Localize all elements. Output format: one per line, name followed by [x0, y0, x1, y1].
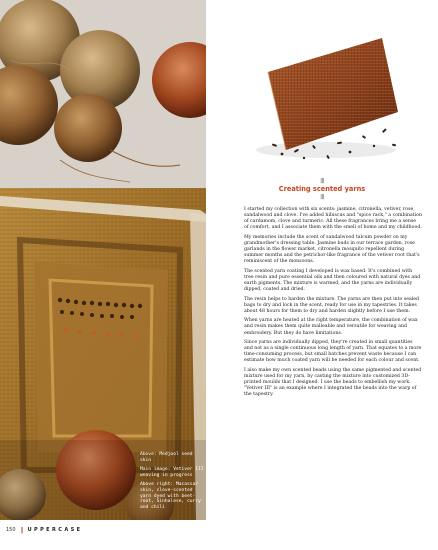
body-paragraph: The scented yarn coating I developed is wax based. It's combined with tree resin and pure essential oils and then coloured with natural dyes and earth pigments. The mixture is warmed, and the yarns are individually dipped, coated and dried. — [244, 268, 421, 293]
page-number: 150 — [6, 527, 16, 533]
yarn-ball — [54, 94, 122, 162]
body-paragraph: When yarns are heated at the right temperature, the combination of wax and resin makes them quite malleable and versatile for weaving and embroidery. But they do have limitations. — [244, 318, 418, 336]
heading-bars-bottom: ||| — [320, 194, 324, 200]
article-body — [244, 207, 422, 402]
body-paragraph: I started my collection with six scents: jasmine, citronella, vetiver, rose, sandalwood and clove. I've added hibiscus and "spice rack," a combination of cardamom, clove and turmeric. All these fragrances bring me a sense of comfort, and I associate them with the smell of home and my childhood. — [244, 207, 422, 231]
photo-caption — [140, 452, 206, 514]
magazine-name: UPPERCASE — [27, 527, 83, 533]
tapestry-photo — [0, 0, 206, 520]
section-title: Creating scented yarns — [278, 185, 366, 193]
body-paragraph: Since yarns are individually dipped, they're created in small quantities and not as a single continuous long length of yarn. That equates to a more time-consuming process, but small batches prevent waste because I can estimate how much coated yarn will be needed for each colour and scent. — [244, 339, 422, 364]
heading-bars-top: ||| — [320, 178, 324, 184]
woven-sample-photo — [242, 32, 410, 168]
body-paragraph: I also make my own scented beads using the same pigmented and scented mixture used for my yarn, by casting the mixture into customized 3D-printed moulds that I designed. I use the beads to embellish my work. "Vetiver III" is an example where I integrated the beads into the warp of the tapestry. — [244, 367, 422, 398]
caption-main: Main image: Vetiver III weaving in progress — [140, 467, 204, 478]
folio — [6, 524, 82, 536]
body-paragraph: The resin helps to harden the mixture. The yarns are then put into sealed bags to dry and lock in the scent, ready for use in my tapestries. It takes about 48 hours for them to dry and harden slightly before I use them. — [244, 296, 420, 314]
body-paragraph: My memories include the scent of sandalwood talcum powder on my grandmother's dressing table. Jasmine buds in our terrace garden, rose garlands in the flower market, citronella mosquito repellent during summer months and the petrichor-like fragrance of the vetiver root that's reminiscent of the monsoons. — [244, 234, 420, 265]
section-heading — [224, 178, 420, 200]
caption-above-right: Above right: Macassar skin, clove-scented yarn dyed with beet-root, Sinhalese, curry and chili — [140, 482, 201, 510]
folio-bars: || — [20, 526, 23, 534]
caption-above: Above: Medjool seed skin — [140, 452, 193, 463]
